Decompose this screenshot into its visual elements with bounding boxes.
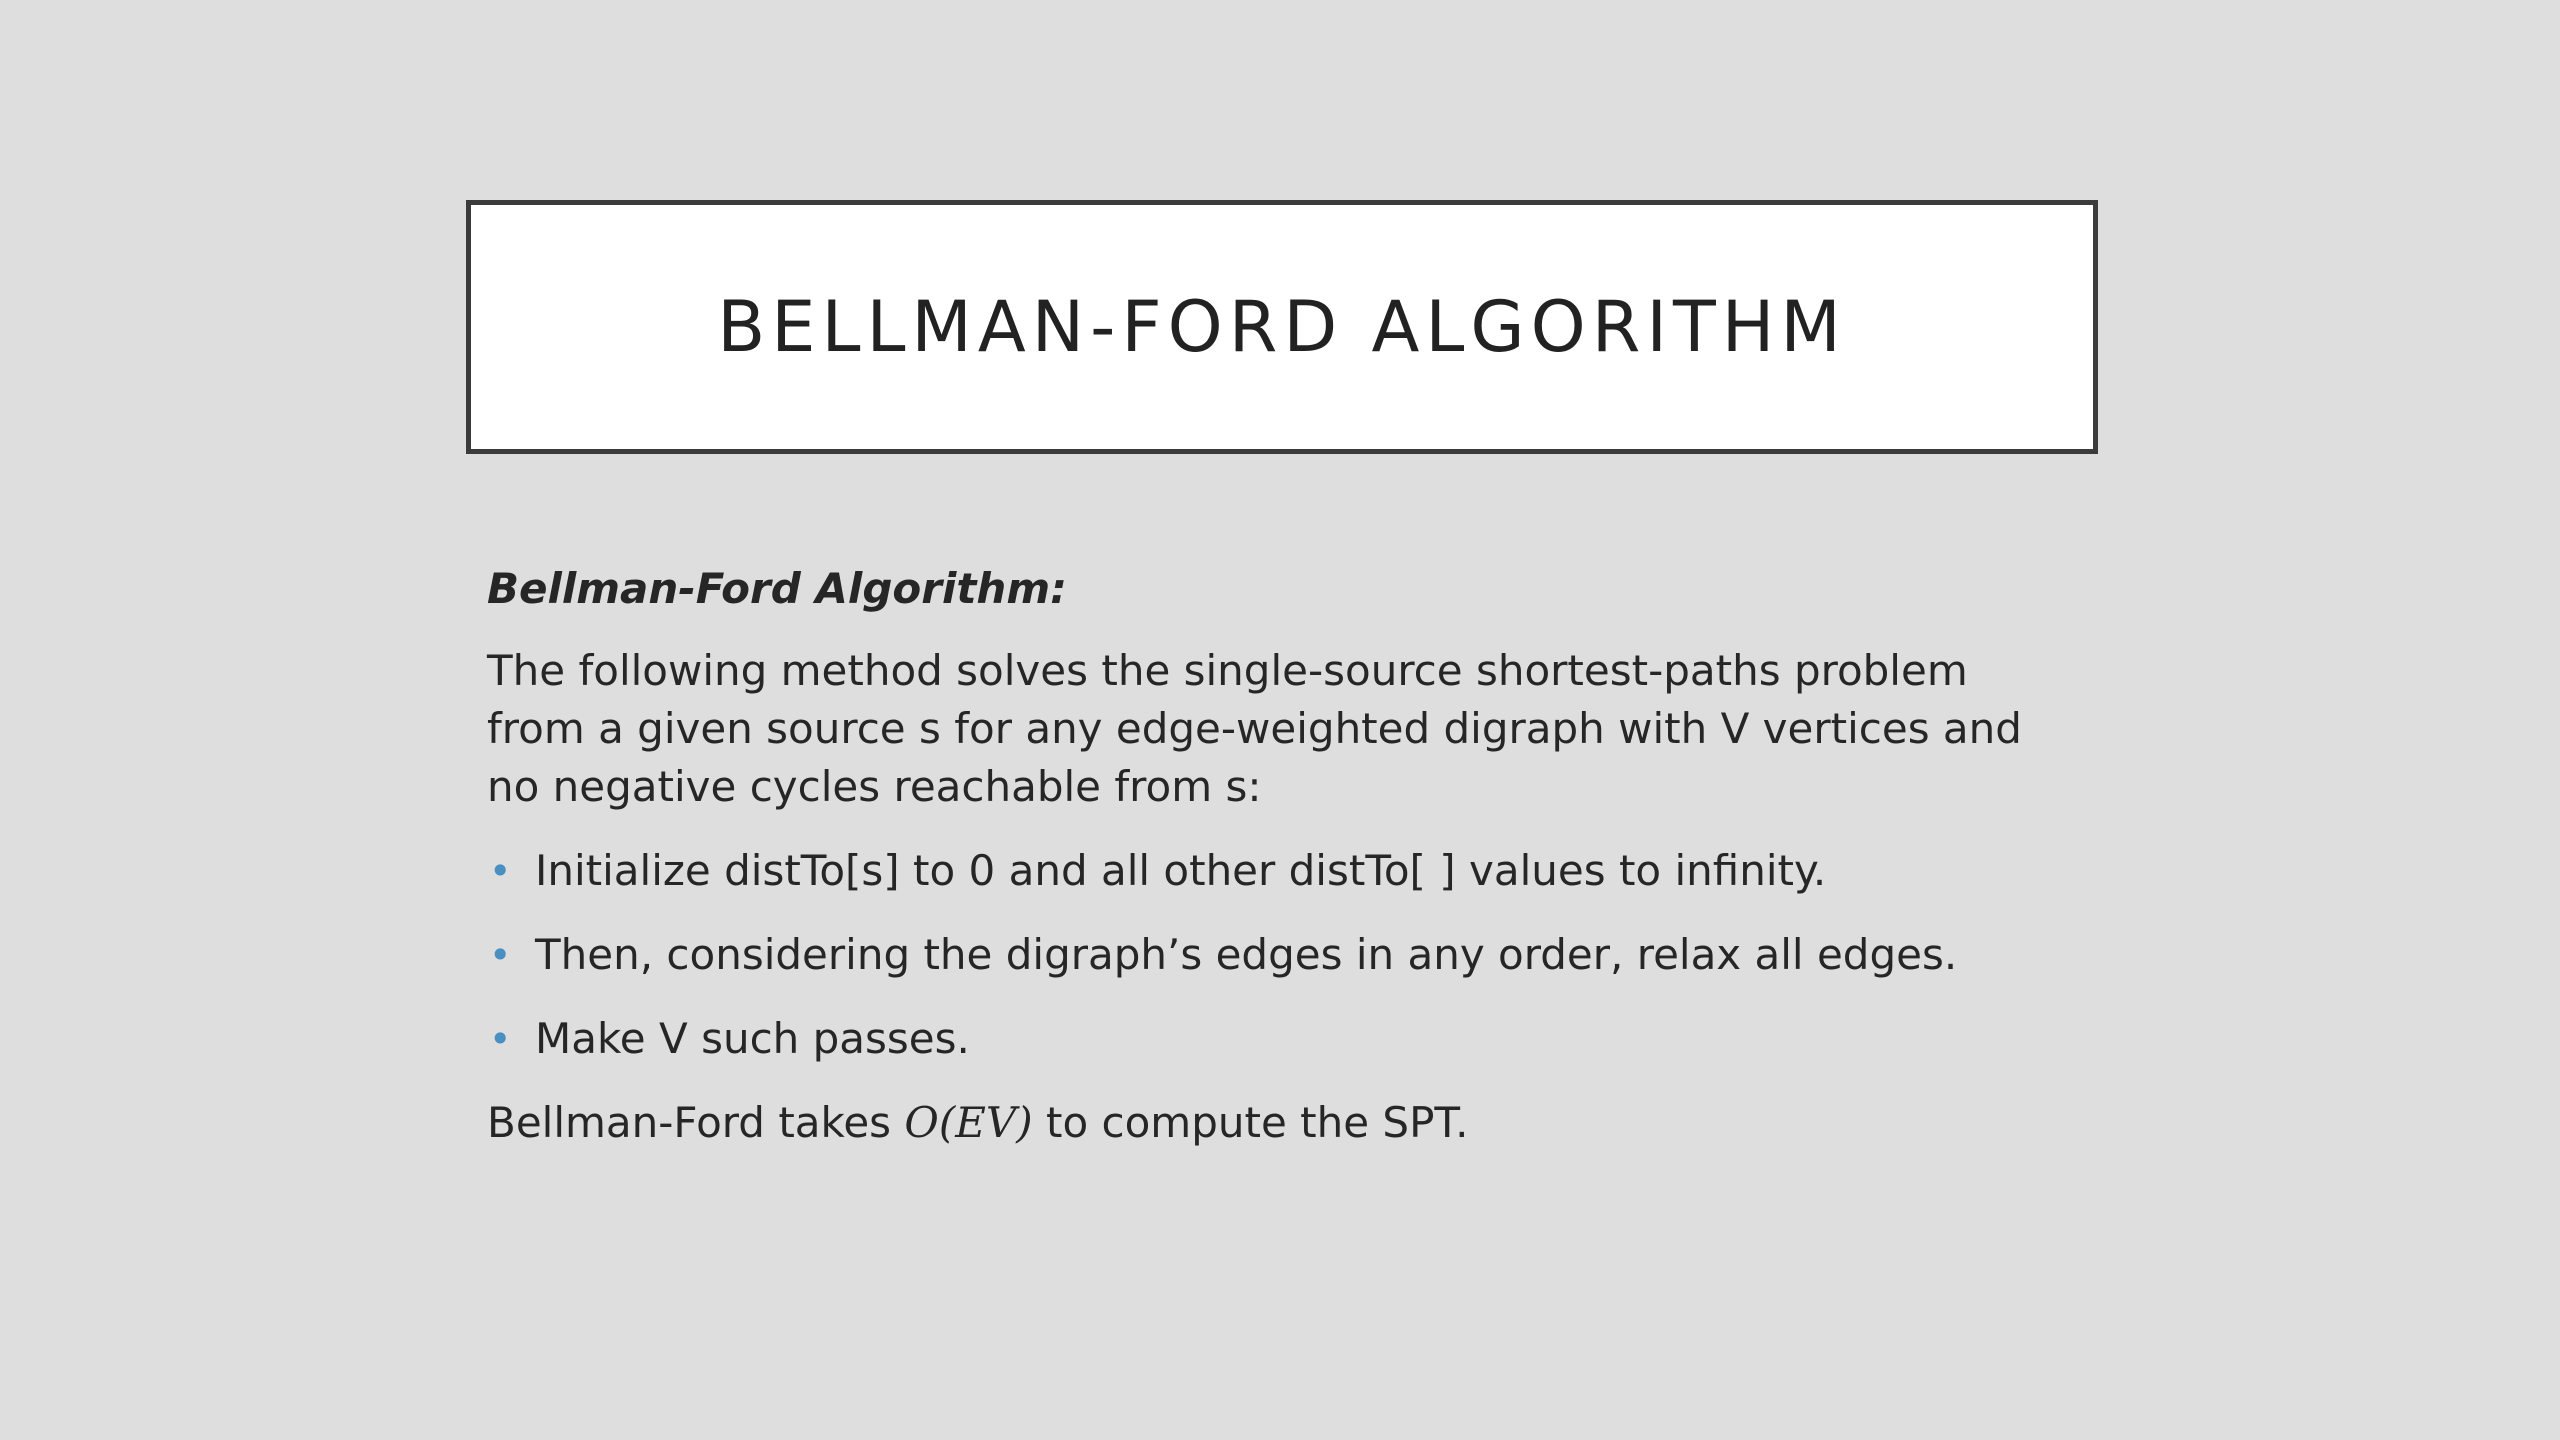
bullet-list bbox=[487, 842, 2047, 1068]
subheading: Bellman-Ford Algorithm: bbox=[487, 564, 1067, 613]
complexity-formula: O(EV) bbox=[904, 1098, 1033, 1147]
bullet-text: Then, considering the digraph’s edges in any order, relax all edges. bbox=[535, 930, 1958, 979]
bullet-icon: • bbox=[489, 1017, 512, 1061]
bullet-item bbox=[487, 1010, 2047, 1068]
closing-prefix: Bellman-Ford takes bbox=[487, 1098, 905, 1147]
bullet-text: Initialize distTo[s] to 0 and all other distTo[ ] values to infinity. bbox=[535, 846, 1827, 895]
bullet-item bbox=[487, 842, 2047, 900]
closing-line bbox=[487, 1094, 2047, 1152]
bullet-text: Make V such passes. bbox=[535, 1014, 970, 1063]
closing-suffix: to compute the SPT. bbox=[1032, 1098, 1469, 1147]
title-box bbox=[466, 200, 2098, 454]
slide-content bbox=[487, 560, 2047, 1152]
intro-paragraph: The following method solves the single-source shortest-paths problem from a given source s for any edge-weighted digraph with V vertices and no negative cycles reachable from s: bbox=[487, 646, 2022, 811]
bullet-item bbox=[487, 926, 2047, 984]
bullet-icon: • bbox=[489, 933, 512, 977]
bullet-icon: • bbox=[489, 849, 512, 893]
slide-title: BELLMAN-FORD ALGORITHM bbox=[717, 286, 1847, 368]
